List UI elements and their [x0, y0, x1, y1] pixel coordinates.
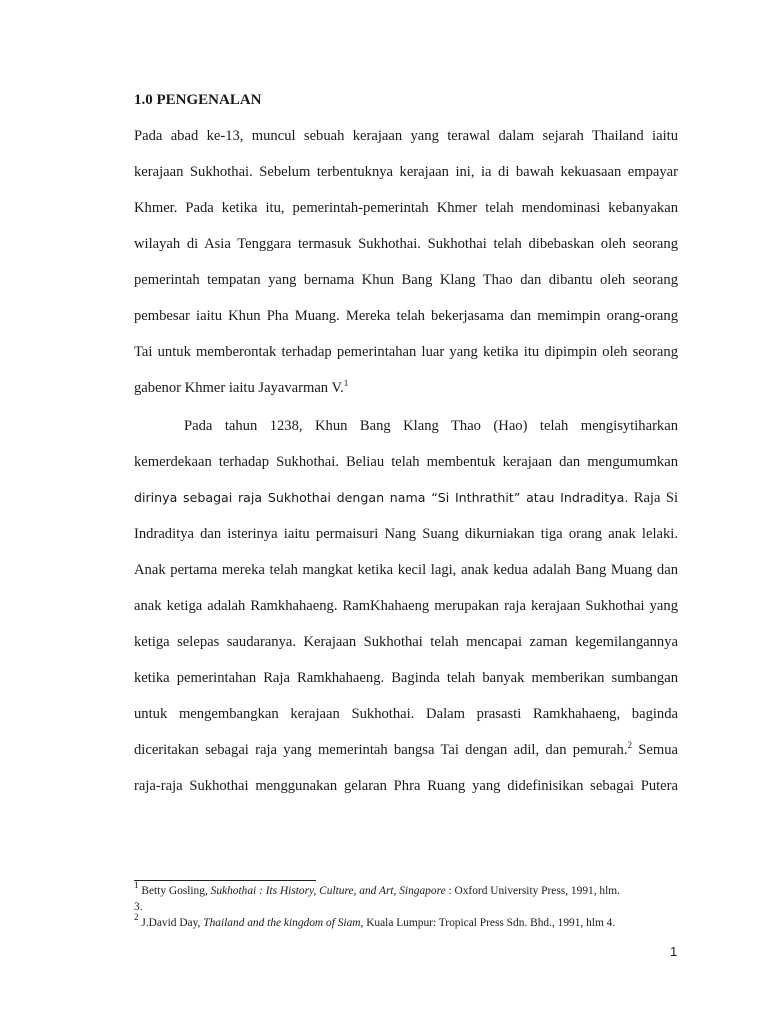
- text-run: Raja Si: [628, 490, 678, 506]
- text-line: anak ketiga adalah Ramkhahaeng. RamKhahaeng merupakan raja kerajaan Sukhothai yang: [134, 598, 678, 614]
- text-run-sans: dirinya sebagai raja Sukhothai dengan nama “Si Inthrathit” atau Indraditya.: [134, 490, 629, 505]
- text-line: ketiga selepas saudaranya. Kerajaan Sukhothai telah mencapai zaman kegemilangannya: [134, 634, 678, 650]
- footnote-ref-1: 1: [343, 378, 349, 388]
- text-line: Pada tahun 1238, Khun Bang Klang Thao (Hao) telah mengisytiharkan: [184, 418, 678, 434]
- footnote-2-author: J.David Day,: [138, 917, 204, 929]
- footnote-2-title: Thailand and the kingdom of Siam,: [203, 917, 364, 929]
- footnote-1-title: Sukhothai : Its History, Culture, and Art, Singapore: [210, 885, 446, 897]
- text-line: raja-raja Sukhothai menggunakan gelaran Phra Ruang yang didefinisikan sebagai Putera: [134, 778, 678, 794]
- text-line: pembesar iaitu Khun Pha Muang. Mereka telah bekerjasama dan memimpin orang-orang: [134, 308, 678, 324]
- text-line: wilayah di Asia Tenggara termasuk Sukhothai. Sukhothai telah dibebaskan oleh seorang: [134, 236, 678, 252]
- text-line: untuk mengembangkan kerajaan Sukhothai. Dalam prasasti Ramkhahaeng, baginda: [134, 706, 678, 722]
- page-number: 1: [670, 944, 678, 959]
- footnote-2: [134, 912, 678, 930]
- footnote-1: [134, 880, 678, 898]
- text-line: Tai untuk memberontak terhadap pemerintahan luar yang ketika itu dipimpin oleh seorang: [134, 344, 678, 360]
- text-line: kerajaan Sukhothai. Sebelum terbentuknya kerajaan ini, ia di bawah kekuasaan empayar: [134, 164, 678, 180]
- text-line: pemerintah tempatan yang bernama Khun Bang Klang Thao dan dibantu oleh seorang: [134, 272, 678, 288]
- text-line: [134, 378, 678, 398]
- footnote-2-publisher: Kuala Lumpur: Tropical Press Sdn. Bhd., 1991, hlm 4.: [363, 917, 616, 929]
- text-line: ketika pemerintahan Raja Ramkhahaeng. Baginda telah banyak memberikan sumbangan: [134, 670, 678, 686]
- text-line: Indraditya dan isterinya iaitu permaisuri Nang Suang dikurniakan tiga orang anak lelaki.: [134, 526, 678, 542]
- footnote-1-continuation: 3.: [134, 901, 143, 913]
- section-heading: 1.0 PENGENALAN: [134, 92, 262, 108]
- text-line: [134, 740, 678, 760]
- footnote-2-number: 2: [134, 912, 139, 922]
- footnote-1-publisher: : Oxford University Press, 1991, hlm.: [445, 885, 620, 897]
- text-line: Pada abad ke-13, muncul sebuah kerajaan yang terawal dalam sejarah Thailand iaitu: [134, 128, 678, 144]
- text-run: Semua: [631, 742, 678, 758]
- footnote-separator: [134, 880, 316, 881]
- text-line: Anak pertama mereka telah mangkat ketika kecil lagi, anak kedua adalah Bang Muang dan: [134, 562, 678, 578]
- footnote-1-author: Betty Gosling,: [138, 885, 211, 897]
- text-line-content: gabenor Khmer iaitu Jayavarman V.: [134, 380, 344, 396]
- text-run: diceritakan sebagai raja yang memerintah bangsa Tai dengan adil, dan pemurah.: [134, 742, 628, 758]
- text-line: kemerdekaan terhadap Sukhothai. Beliau telah membentuk kerajaan dan mengumumkan: [134, 454, 678, 470]
- text-line: Khmer. Pada ketika itu, pemerintah-pemerintah Khmer telah mendominasi kebanyakan: [134, 200, 678, 216]
- footnote-ref-2: 2: [627, 740, 632, 750]
- text-line: [134, 488, 678, 508]
- footnote-1-number: 1: [134, 880, 139, 890]
